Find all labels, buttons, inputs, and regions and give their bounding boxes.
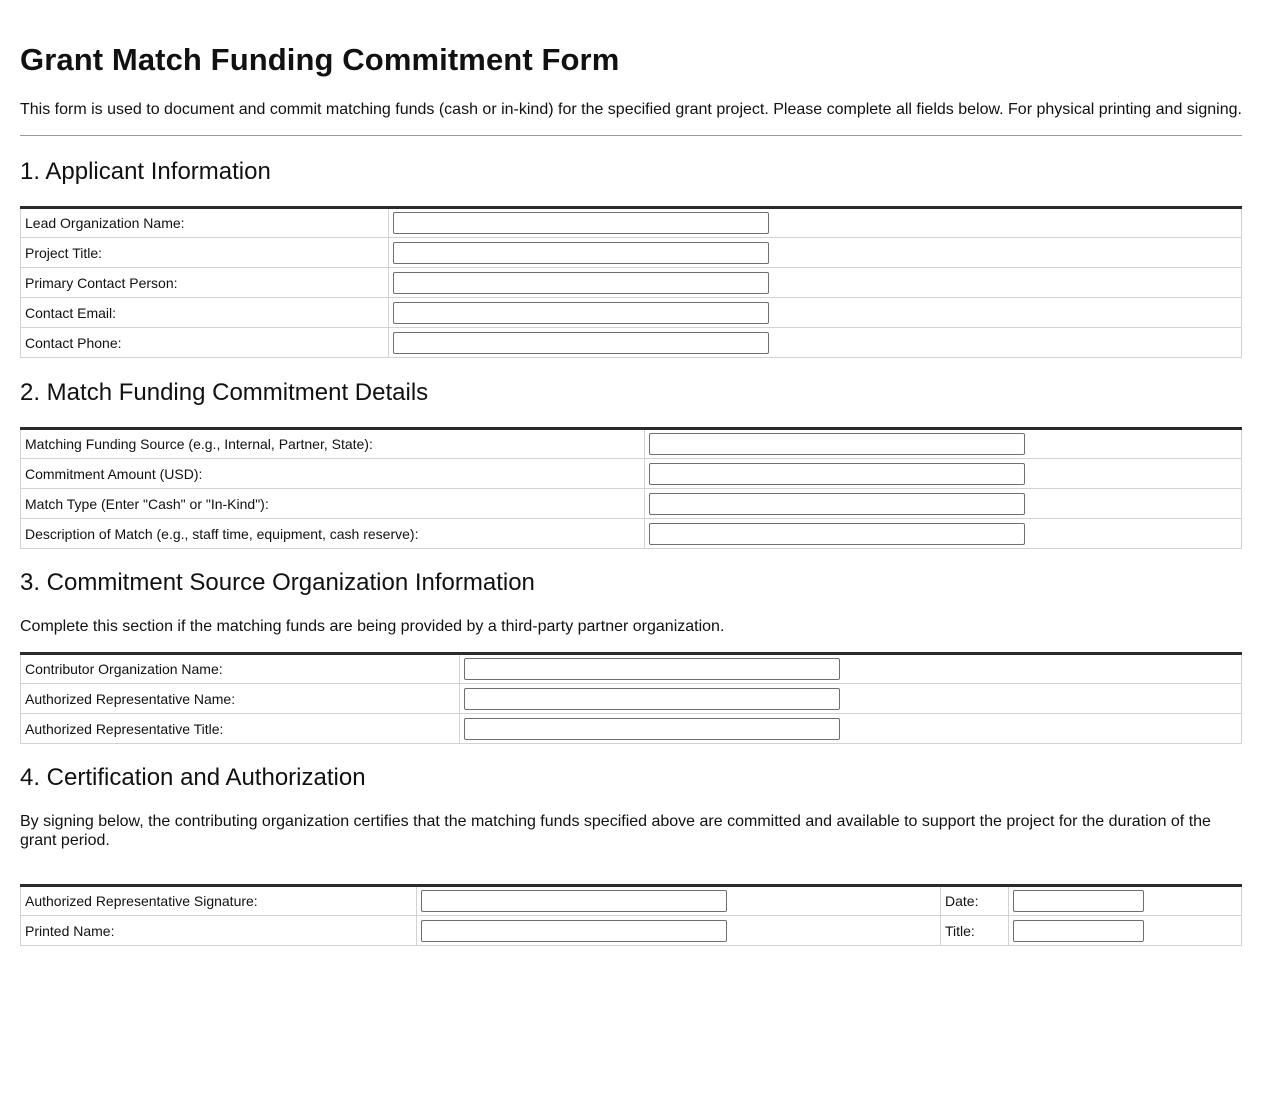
field-label: Description of Match (e.g., staff time, equipment, cash reserve):	[21, 519, 645, 549]
field-label: Authorized Representative Title:	[21, 714, 460, 744]
contact-phone-input[interactable]	[393, 332, 769, 354]
signature-input[interactable]	[421, 890, 727, 912]
table-row	[21, 459, 1242, 489]
page-title: Grant Match Funding Commitment Form	[20, 42, 620, 77]
field-label: Contact Phone:	[21, 328, 389, 358]
contributor-organization-name-input[interactable]	[464, 658, 840, 680]
match-details-table	[20, 427, 1242, 549]
commitment-amount-input[interactable]	[649, 463, 1025, 485]
table-row	[21, 916, 1242, 946]
table-row	[21, 328, 1242, 358]
field-label: Authorized Representative Name:	[21, 684, 460, 714]
primary-contact-person-input[interactable]	[393, 272, 769, 294]
intro-text: This form is used to document and commit matching funds (cash or in-kind) for the specified grant project. Please complete all fields below. For physical printing and signing.	[20, 101, 1242, 118]
applicant-info-table	[20, 206, 1242, 358]
field-label: Lead Organization Name:	[21, 208, 389, 238]
field-label: Contributor Organization Name:	[21, 654, 460, 684]
section-4-note: By signing below, the contributing organization certifies that the matching funds specified above are committed and available to support the project for the duration of the grant period.	[20, 813, 1211, 849]
signer-title-input[interactable]	[1013, 920, 1144, 942]
match-type-input[interactable]	[649, 493, 1025, 515]
field-label: Printed Name:	[21, 916, 417, 946]
field-label: Authorized Representative Signature:	[21, 886, 417, 916]
table-row	[21, 886, 1242, 916]
field-label: Date:	[941, 886, 1009, 916]
table-row	[21, 208, 1242, 238]
field-label: Primary Contact Person:	[21, 268, 389, 298]
lead-organization-name-input[interactable]	[393, 212, 769, 234]
section-3-note: Complete this section if the matching funds are being provided by a third-party partner organization.	[20, 618, 725, 635]
title-divider	[20, 135, 1242, 136]
date-input[interactable]	[1013, 890, 1144, 912]
table-row	[21, 654, 1242, 684]
field-label: Match Type (Enter "Cash" or "In-Kind"):	[21, 489, 645, 519]
contact-email-input[interactable]	[393, 302, 769, 324]
table-row	[21, 519, 1242, 549]
table-row	[21, 298, 1242, 328]
certification-table	[20, 884, 1242, 946]
printed-name-input[interactable]	[421, 920, 727, 942]
table-row	[21, 714, 1242, 744]
match-description-input[interactable]	[649, 523, 1025, 545]
field-label: Contact Email:	[21, 298, 389, 328]
table-row	[21, 238, 1242, 268]
section-4-heading: 4. Certification and Authorization	[20, 764, 366, 791]
matching-funding-source-input[interactable]	[649, 433, 1025, 455]
table-row	[21, 429, 1242, 459]
section-1-heading: 1. Applicant Information	[20, 158, 271, 185]
table-row	[21, 684, 1242, 714]
authorized-representative-name-input[interactable]	[464, 688, 840, 710]
source-organization-table	[20, 652, 1242, 744]
field-label: Commitment Amount (USD):	[21, 459, 645, 489]
authorized-representative-title-input[interactable]	[464, 718, 840, 740]
table-row	[21, 489, 1242, 519]
table-row	[21, 268, 1242, 298]
field-label: Project Title:	[21, 238, 389, 268]
field-label: Title:	[941, 916, 1009, 946]
section-2-heading: 2. Match Funding Commitment Details	[20, 379, 429, 406]
section-3-heading: 3. Commitment Source Organization Information	[20, 569, 535, 596]
project-title-input[interactable]	[393, 242, 769, 264]
field-label: Matching Funding Source (e.g., Internal, Partner, State):	[21, 429, 645, 459]
